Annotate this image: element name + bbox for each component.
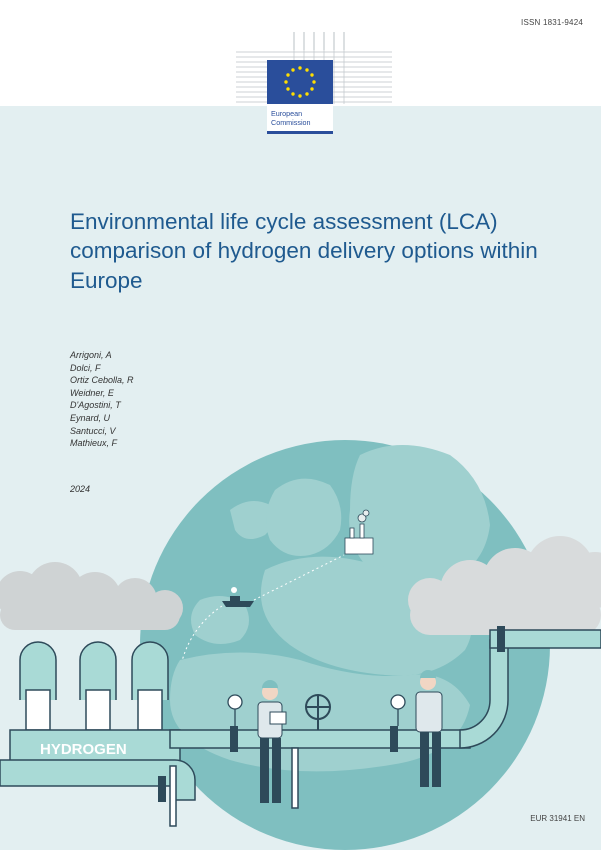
author-name: Arrigoni, A: [70, 350, 112, 360]
issn-number: ISSN 1831-9424: [521, 18, 583, 27]
european-commission-logo: [236, 32, 392, 136]
author-name: Weidner, E: [70, 387, 114, 398]
logo-text-line1: European: [271, 109, 303, 118]
report-number: EUR 31941 EN: [530, 814, 585, 823]
hydrogen-tanks: [20, 642, 168, 730]
publication-year: 2024: [70, 484, 91, 494]
author-name: Santucci, V: [70, 425, 116, 436]
hydrogen-delivery-illustration: [0, 430, 601, 850]
author-name: D'Agostini, T: [70, 400, 121, 411]
logo-text-line2: Commission: [271, 118, 311, 127]
author-name: Mathieux, F: [70, 438, 118, 449]
eu-flag-icon: [267, 60, 333, 104]
globe-icon: [140, 440, 550, 850]
author-name: Ortiz Cebolla, R: [70, 375, 134, 386]
author-name: Dolci, F: [70, 362, 101, 373]
report-title: Environmental life cycle assessment (LCA) comparison of hydrogen delivery options within Europe: [70, 209, 538, 293]
hydrogen-label: HYDROGEN: [40, 741, 127, 758]
author-name: Eynard, U: [70, 412, 111, 423]
